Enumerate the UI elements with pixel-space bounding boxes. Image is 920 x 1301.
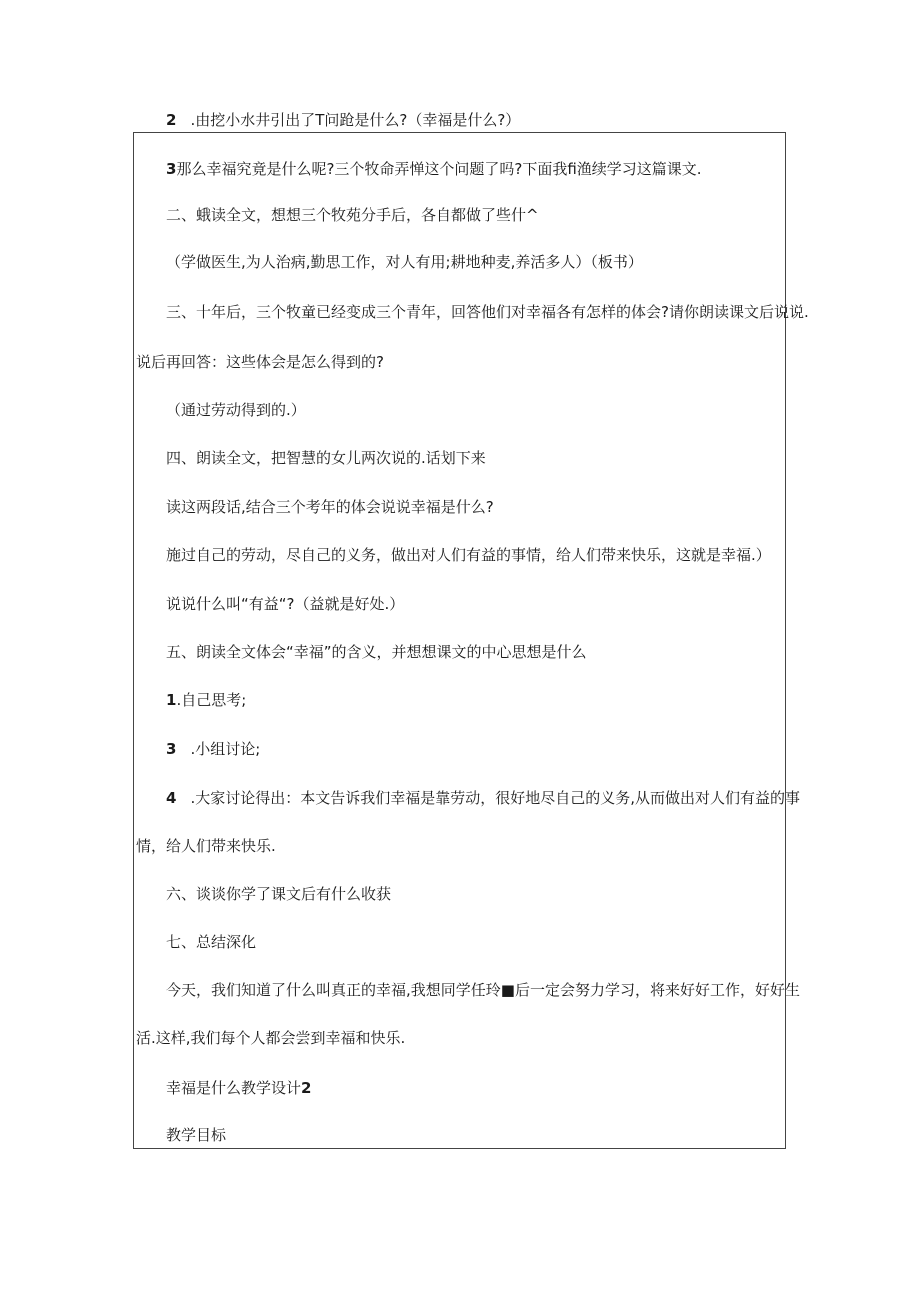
- item-3b-line: [166, 739, 260, 759]
- text-line: 幸福是什么教学设计: [166, 1079, 302, 1097]
- section-three-heading: 三、十年后，三个牧童已经变成三个青年，回答他们对幸福各有怎样的体会?请你朗读课文后说说.: [166, 303, 809, 321]
- text-line: .小组讨论;: [190, 740, 261, 758]
- text-line: 说说什么叫“有益“?（益就是好处.）: [166, 595, 405, 613]
- document-title-2: [166, 1078, 311, 1098]
- title-number: 2: [301, 1079, 312, 1097]
- text-line: （通过劳动得到的.）: [166, 401, 306, 419]
- section-six-heading: 六、谈谈你学了课文后有什么收获: [166, 885, 392, 903]
- text-line: 施过自己的劳动，尽自己的义务，做出对人们有益的事情，给人们带来快乐，这就是幸福.）: [166, 546, 771, 564]
- item-1-line: [166, 690, 246, 710]
- text-line: 那么幸福究竟是什么呢?三个牧命弄惮这个问题了吗?下面我fi渔续学习这篇课文.: [176, 160, 702, 178]
- item-number: 4: [166, 789, 177, 807]
- section-two-heading: 二、蛾读全文，想想三个牧苑分手后，各自都做了些什^: [166, 206, 539, 224]
- text-line: （学做医生,为人治病,勤思工作，对人有用;耕地种麦,养活多人）（板书）: [166, 253, 643, 271]
- text-line: 读这两段话,结合三个考年的体会说说幸福是什么?: [166, 498, 494, 516]
- item-3-line: [166, 159, 702, 179]
- section-seven-heading: 七、总结深化: [166, 933, 257, 951]
- text-line: .自己思考;: [176, 691, 247, 709]
- item-number: 2: [166, 111, 177, 129]
- text-line: .大家讨论得出：本文告诉我们幸福是靠劳动，很好地尽自己的义务,从而做出对人们有益的事: [190, 789, 800, 807]
- teaching-goals-heading: 教学目标: [166, 1126, 227, 1144]
- item-number: 3: [166, 160, 177, 178]
- item-number: 3: [166, 740, 177, 758]
- item-4-line: [166, 788, 800, 808]
- item-2-line: [166, 110, 520, 130]
- text-line: .由挖小水井引出了T问跄是什么?（幸福是什么?）: [190, 111, 521, 129]
- text-line: 情，给人们带来快乐.: [136, 837, 276, 855]
- text-line: 说后再回答：这些体会是怎么得到的?: [136, 353, 384, 371]
- text-line: 今天，我们知道了什么叫真正的幸福,我想同学任玲■后一定会努力学习，将来好好工作，好好生: [166, 981, 800, 999]
- section-five-heading: 五、朗读全文体会“幸福”的含义，并想想课文的中心思想是什么: [166, 643, 587, 661]
- section-four-heading: 四、朗读全文，把智慧的女儿两次说的.话划下来: [166, 449, 486, 467]
- text-line: 活.这样,我们每个人都会尝到幸福和快乐.: [136, 1029, 406, 1047]
- item-number: 1: [166, 691, 177, 709]
